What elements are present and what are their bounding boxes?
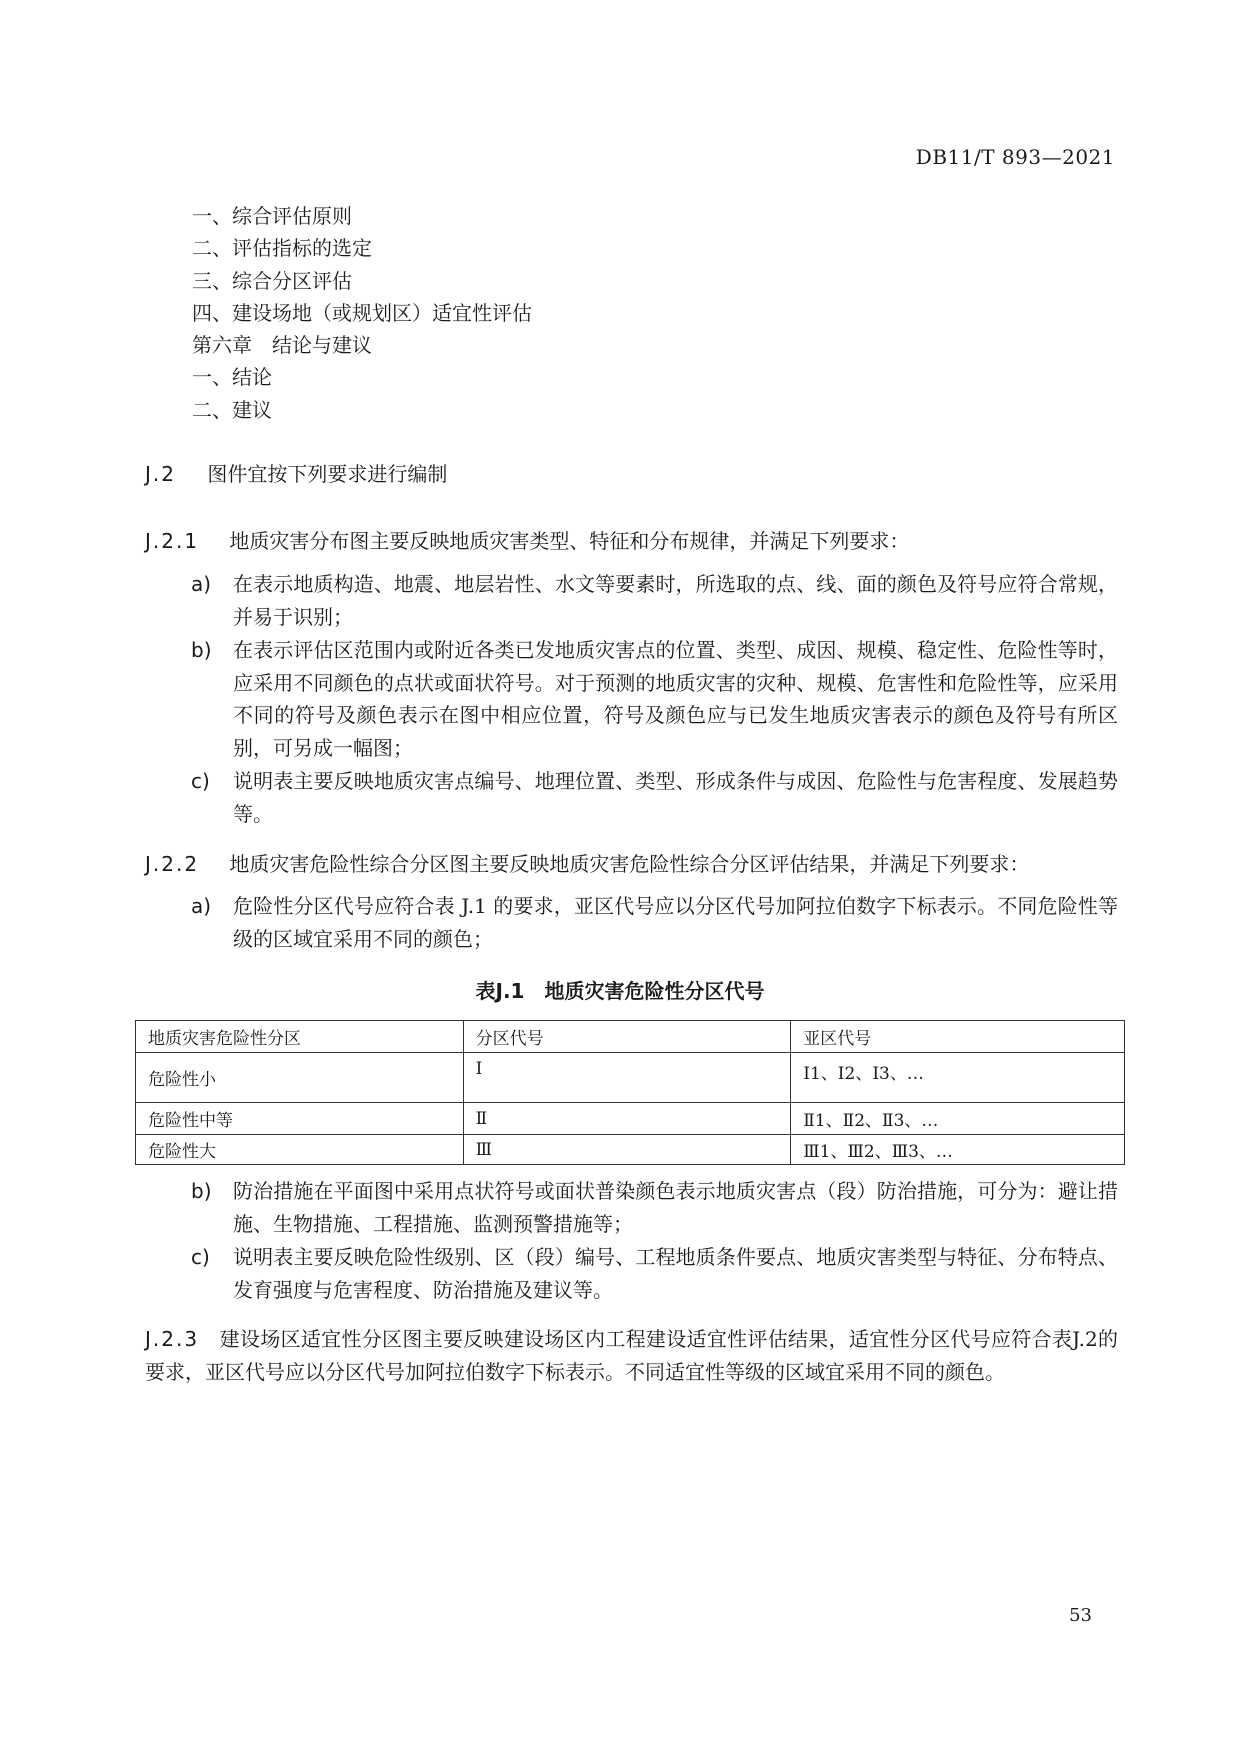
list-item: [191, 1175, 1118, 1240]
list-item-text: 在表示地质构造、地震、地层岩性、水文等要素时，所选取的点、线、面的颜色及符号应符合常规，并易于识别；: [233, 572, 1118, 629]
toc-item: 二、建议: [192, 397, 272, 422]
section-number: J.2: [145, 462, 176, 486]
list-marker: c): [191, 769, 210, 793]
toc-item: 三、综合分区评估: [192, 268, 352, 293]
table-cell: Ⅰ1、Ⅰ2、Ⅰ3、…: [791, 1053, 1125, 1103]
list-marker: b): [191, 1179, 212, 1203]
section-text: 地质灾害危险性综合分区图主要反映地质灾害危险性综合分区评估结果，并满足下列要求：: [229, 852, 1030, 876]
list-item: [191, 634, 1118, 764]
section-j23-paragraph: [145, 1323, 1118, 1388]
table-cell: Ⅱ: [463, 1103, 791, 1135]
hazard-zone-table: [135, 1020, 1125, 1165]
table-cell: 危险性中等: [136, 1103, 464, 1135]
list-item: [191, 568, 1118, 633]
toc-item: 二、评估指标的选定: [192, 236, 372, 261]
section-text: 地质灾害分布图主要反映地质灾害类型、特征和分布规律，并满足下列要求：: [229, 529, 910, 553]
section-j21-heading: [145, 525, 909, 554]
section-number: J.2.2: [145, 852, 200, 876]
toc-item: 一、综合评估原则: [192, 204, 352, 228]
list-item-text: 说明表主要反映危险性级别、区（段）编号、工程地质条件要点、地质灾害类型与特征、分布特点、发育强度与危害程度、防治措施及建议等。: [233, 1245, 1118, 1302]
table-header-cell: 地质灾害危险性分区: [136, 1021, 464, 1053]
table-header-cell: 分区代号: [463, 1021, 791, 1053]
section-j22-heading: [145, 848, 1029, 877]
j22-list-a: [191, 890, 1118, 955]
list-item-text: 危险性分区代号应符合表 J.1 的要求，亚区代号应以分区代号加阿拉伯数字下标表示。不同危险性等级的区域宜采用不同的颜色；: [233, 894, 1118, 951]
list-marker: b): [191, 638, 212, 662]
table-row: [136, 1053, 1125, 1103]
table-cell: Ⅰ: [463, 1053, 791, 1103]
section-title: 图件宜按下列要求进行编制: [207, 462, 448, 486]
page-number: 53: [1069, 1605, 1092, 1626]
toc-list: [192, 200, 532, 426]
table-cell: Ⅱ1、Ⅱ2、Ⅱ3、…: [791, 1103, 1125, 1135]
table-header-cell: 亚区代号: [791, 1021, 1125, 1053]
table-cell: Ⅲ: [463, 1135, 791, 1165]
table-caption: 表J.1 地质灾害危险性分区代号: [475, 979, 765, 1003]
table-row: [136, 1103, 1125, 1135]
list-item: [191, 890, 1118, 955]
table-row: [136, 1135, 1125, 1165]
toc-item: 一、结论: [192, 365, 272, 390]
j22-list-bc: [191, 1175, 1118, 1306]
table-cell: 危险性大: [136, 1135, 464, 1165]
toc-item: 四、建设场地（或规划区）适宜性评估: [192, 300, 532, 325]
list-item: [191, 1241, 1118, 1306]
table-header-row: [136, 1021, 1125, 1053]
list-marker: a): [191, 572, 212, 596]
j21-list: [191, 568, 1118, 830]
section-text: 建设场区适宜性分区图主要反映建设场区内工程建设适宜性评估结果，适宜性分区代号应符合表J.2的要求，亚区代号应以分区代号加阿拉伯数字下标表示。不同适宜性等级的区域宜采用不同的颜色。: [145, 1327, 1119, 1384]
list-marker: a): [191, 894, 212, 918]
list-item-text: 防治措施在平面图中采用点状符号或面状普染颜色表示地质灾害点（段）防治措施，可分为：避让措施、生物措施、工程措施、监测预警措施等；: [233, 1179, 1118, 1236]
section-j2-heading: [145, 458, 447, 487]
list-item-text: 在表示评估区范围内或附近各类已发地质灾害点的位置、类型、成因、规模、稳定性、危险性等时，应采用不同颜色的点状或面状符号。对于预测的地质灾害的灾种、规模、危害性和危险性等，应采用不同的符号及颜色表示在图中相应位置，符号及颜色应与已发生地质灾害表示的颜色及符号有所区别，可另成一幅图；: [233, 638, 1118, 760]
section-number: J.2.3: [145, 1327, 200, 1351]
list-item: [191, 765, 1118, 830]
doc-code-header: DB11/T 893—2021: [915, 145, 1115, 169]
toc-item: 第六章 结论与建议: [192, 333, 372, 358]
list-marker: c): [191, 1245, 210, 1269]
table-cell: Ⅲ1、Ⅲ2、Ⅲ3、…: [791, 1135, 1125, 1165]
list-item-text: 说明表主要反映地质灾害点编号、地理位置、类型、形成条件与成因、危险性与危害程度、发展趋势等。: [233, 769, 1118, 826]
section-number: J.2.1: [145, 529, 200, 553]
table-cell: 危险性小: [136, 1053, 464, 1103]
